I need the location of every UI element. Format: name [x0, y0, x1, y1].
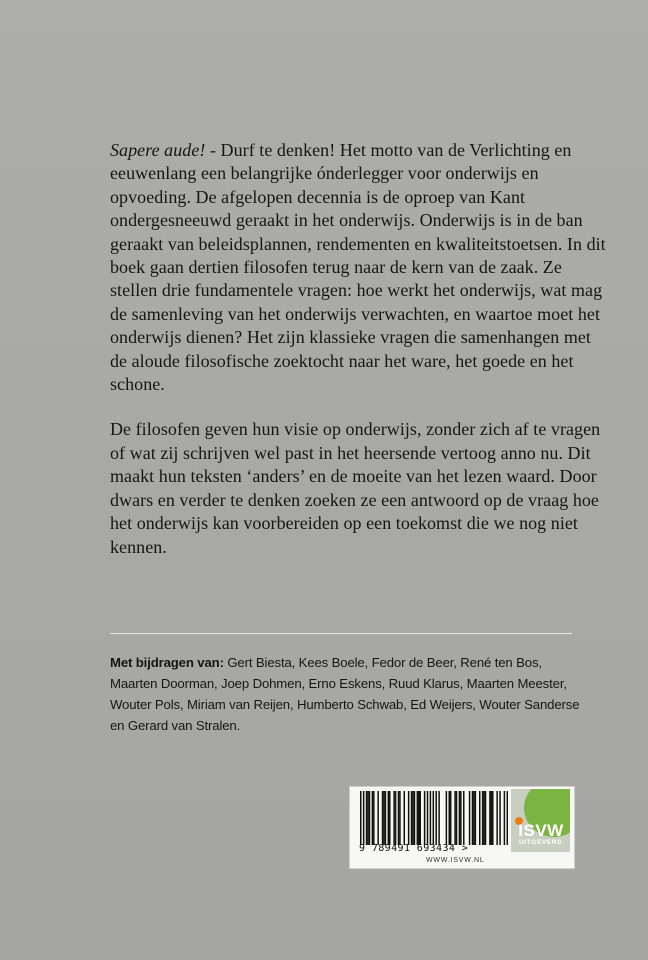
- barcode-bar: [435, 791, 437, 845]
- barcode-bar: [399, 791, 401, 845]
- barcode-bar: [408, 791, 410, 845]
- barcode-bar: [369, 791, 371, 845]
- isbn-number: 9 789491 693434 >: [359, 843, 469, 854]
- barcode-bar: [499, 791, 501, 845]
- barcode-bar: [414, 791, 416, 845]
- barcode-bar: [463, 791, 465, 845]
- contributors-label: Met bijdragen van:: [110, 655, 224, 670]
- barcode-bar: [492, 791, 494, 845]
- barcode-bar: [438, 791, 440, 845]
- contributors-names: Gert Biesta, Kees Boele, Fedor de Beer, René ten Bos, Maarten Doorman, Joep Dohmen, Erno Eskens, Ruud Klarus, Maarten Meester, Wouter Pols, Miriam van Reijen, Humberto Schwab, Ed Weijers, Wouter Sanderse en Gerard van Stralen.: [110, 655, 580, 733]
- barcode-bar: [483, 791, 485, 845]
- barcode-bar: [377, 791, 379, 845]
- barcode-bar: [485, 791, 487, 845]
- blurb-text: [110, 139, 610, 559]
- barcode-bar: [412, 791, 414, 845]
- barcode-bar: [389, 791, 391, 845]
- barcode-bar: [404, 791, 406, 845]
- divider-line: [110, 633, 572, 634]
- barcode-bar: [473, 791, 475, 845]
- barcode-bar: [446, 791, 448, 845]
- barcode-bar: [393, 791, 395, 845]
- barcode-bar: [449, 791, 451, 845]
- barcode-bar: [363, 791, 365, 845]
- barcode-bar: [430, 791, 432, 845]
- barcode-bar: [411, 791, 413, 845]
- barcode-bar: [372, 791, 374, 845]
- barcode-bar: [383, 791, 385, 845]
- logo-name: ISVW: [518, 821, 564, 840]
- barcode-bar: [367, 791, 369, 845]
- publisher-url: WWW.ISVW.NL: [426, 857, 485, 864]
- contributors-list: [110, 652, 580, 736]
- barcode-bar: [460, 791, 462, 845]
- isbn-barcode: [360, 791, 508, 845]
- blurb-paragraph-1-body: - Durf te denken! Het motto van de Verlichting en eeuwenlang een belangrijke ónderlegger voor onderwijs en opvoeding. De afgelopen decennia is de oproep van Kant ondergesneeuwd geraakt in het onderwijs. Onderwijs is in de ban geraakt van beleidsplannen, rendementen en kwaliteitstoetsen. In dit boek gaan dertien filosofen terug naar de kern van de zaak. Ze stellen drie fundamentele vragen: hoe werkt het onderwijs, wat mag de samenleving van het onderwijs verwachten, en waartoe moet het onderwijs dienen? Het zijn klassieke vragen die samenhangen met de aloude filosofische zoektocht naar het ware, het goede en het schone.: [110, 140, 606, 395]
- barcode-bar: [373, 791, 375, 845]
- barcode-panel: [349, 786, 575, 869]
- barcode-bar: [366, 791, 368, 845]
- logo-subtitle: UITGEVERS: [519, 839, 562, 846]
- barcode-bar: [398, 791, 400, 845]
- barcode-bar: [479, 791, 481, 845]
- barcode-bar: [489, 791, 491, 845]
- barcode-bar: [388, 791, 390, 845]
- barcode-bar: [424, 791, 426, 845]
- barcode-bar: [496, 791, 498, 845]
- barcode-bar: [395, 791, 397, 845]
- barcode-bar: [418, 791, 420, 845]
- barcode-bar: [475, 791, 477, 845]
- barcode-bar: [382, 791, 384, 845]
- barcode-bar: [504, 791, 506, 845]
- barcode-bar: [433, 791, 435, 845]
- barcode-bar: [491, 791, 493, 845]
- barcode-bar: [385, 791, 387, 845]
- barcode-bar: [507, 791, 508, 845]
- barcode-bar: [419, 791, 421, 845]
- blurb-paragraph-1: [110, 139, 610, 396]
- barcode-bar: [472, 791, 474, 845]
- barcode-bar: [469, 791, 471, 845]
- blurb-paragraph-2: De filosofen geven hun visie op onderwijs, zonder zich af te vragen of wat zij schrijven wel past in het heersende vertoog anno nu. Dit maakt hun teksten ‘anders’ en de moeite van het lezen waard. Door dwars en verder te denken zoeken ze een antwoord op de vraag hoe het onderwijs kan voorbereiden op een toekomst die we nog niet kennen.: [110, 419, 601, 557]
- barcode-bar: [456, 791, 458, 845]
- barcode-bar: [482, 791, 484, 845]
- barcode-bar: [450, 791, 452, 845]
- barcode-bar: [454, 791, 456, 845]
- barcode-bar: [417, 791, 419, 845]
- isvw-logo: [511, 789, 570, 852]
- motto-latin: Sapere aude!: [110, 140, 206, 160]
- barcode-bar: [360, 791, 362, 845]
- barcode-bar: [427, 791, 429, 845]
- barcode-bar: [459, 791, 461, 845]
